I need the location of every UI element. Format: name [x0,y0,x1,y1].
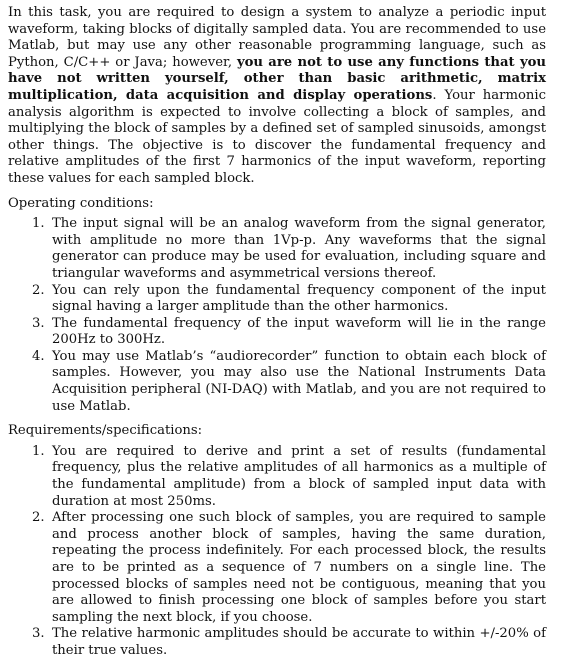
item-number: 2. [32,510,45,526]
item-number: 1. [32,443,45,459]
intro-bold-text: you are not to use any functions that you have not written yourself, other than basic arithmetic, matrix multiplication, data acquisition and display operations [8,54,546,103]
list-item [8,349,546,415]
operating-conditions-list [8,216,546,415]
list-item [8,283,546,316]
list-item [8,316,546,349]
item-text: The input signal will be an analog waveform from the signal generator, with amplitude no more than 1Vp-p. Any waveforms that the signal generator can produce may be used for evaluation, including square and triangular waveforms and asymmetrical versions thereof. [52,216,546,281]
item-text: You may use Matlab’s “audiorecorder” function to obtain each block of samples. However, you may also use the National Instruments Data Acquisition peripheral (NI-DAQ) with Matlab, and you are not required to use Matlab. [52,348,546,414]
item-number: 3. [32,315,45,331]
requirements-list [8,444,546,660]
requirements-heading: Requirements/specifications: [8,423,203,439]
item-text: You can rely upon the fundamental frequency component of the input signal having a larger amplitude than the other harmonics. [52,282,546,315]
item-text: The relative harmonic amplitudes should be accurate to within +/-20% of their true values. [52,626,546,658]
item-text: You are required to derive and print a set of results (fundamental frequency, plus the relative amplitudes of all harmonics as a multiple of the fundamental amplitude) from a block of sampled input data with duration at most 250ms. [52,443,546,509]
operating-conditions-heading: Operating conditions: [8,195,154,211]
item-number: 4. [32,348,45,364]
intro-text-1: In this task, you are required to design a system to analyze a periodic input waveform, taking blocks of digitally sampled data. You are recommended to use Matlab, but may use any other reasonable programming language, such as Python, C/C++ or Java; however, [8,5,546,70]
item-number: 3. [32,626,45,642]
item-text: After processing one such block of samples, you are required to sample and process another block of samples, having the same duration, repeating the process indefinitely. For each processed block, the results are to be printed as a sequence of 7 numbers on a single line. The processed blocks of samples need not be contiguous, meaning that you are allowed to finish processing one block of samples before you start sampling the next block, if you choose. [52,510,546,625]
intro-paragraph [8,5,546,188]
list-item [8,216,546,282]
list-item [8,510,546,626]
list-item [8,444,546,510]
item-number: 2. [32,282,45,298]
item-text: The fundamental frequency of the input waveform will lie in the range 200Hz to 300Hz. [52,315,546,348]
document-page [8,5,546,662]
list-item [8,626,546,659]
item-number: 1. [32,216,45,232]
intro-text-2: . Your harmonic analysis algorithm is expected to involve collecting a block of samples, and multiplying the block of samples by a defined set of sampled sinusoids, amongst other things. The objective is to discover the fundamental frequency and relative amplitudes of the first 7 harmonics of the input waveform, reporting these values for each sampled block. [8,87,546,186]
